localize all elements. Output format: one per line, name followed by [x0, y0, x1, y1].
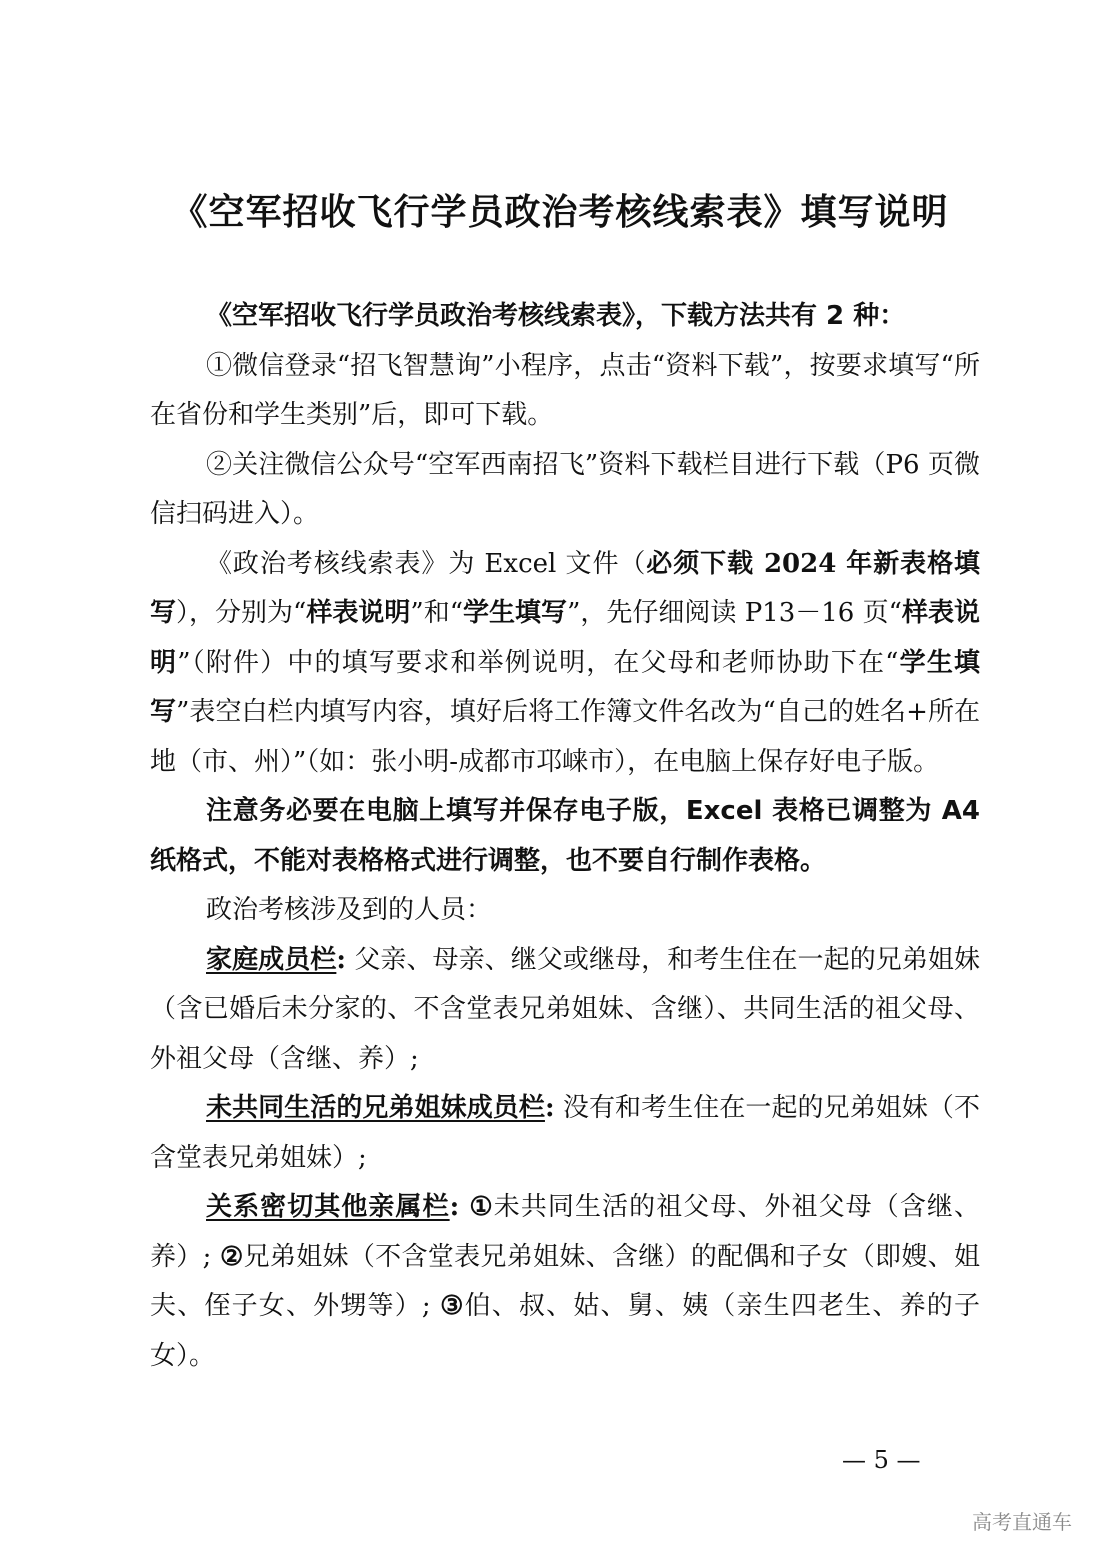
- relatives-text-3: 伯、叔、姑、舅、姨（亲生四老生、养的子女）。: [150, 1291, 980, 1371]
- document-body: [150, 292, 980, 1381]
- method-2-paragraph: ②关注微信公众号“空军西南招飞”资料下载栏目进行下载（P6 页微信扫码进入）。: [150, 449, 980, 529]
- relatives-paragraph: [150, 1183, 980, 1381]
- page-title: 《空军招收飞行学员政治考核线索表》填写说明: [171, 191, 949, 233]
- excel-bold-4: 样表说明: [150, 598, 980, 678]
- family-paragraph: [150, 936, 980, 1085]
- siblings-paragraph: [150, 1084, 980, 1183]
- intro-paragraph: 《空军招收飞行学员政治考核线索表》，下载方法共有 2 种：: [206, 301, 906, 331]
- excel-text-4: ”，先仔细阅读 P13－16 页“: [567, 598, 902, 628]
- page-number: — 5 —: [842, 1446, 921, 1474]
- people-heading: 政治考核涉及到的人员：: [206, 895, 493, 925]
- family-label: 家庭成员栏: [206, 944, 337, 975]
- family-colon: :: [336, 944, 346, 975]
- siblings-label: 未共同生活的兄弟姐妹成员栏: [206, 1093, 545, 1123]
- relatives-marker-2: ②: [219, 1241, 244, 1272]
- relatives-colon: :: [449, 1192, 460, 1222]
- relatives-text-1: 未共同生活的祖父母、外祖父母（含继、养）;: [150, 1192, 980, 1272]
- excel-text-1: 《政治考核线索表》为 Excel 文件（: [206, 548, 647, 579]
- relatives-label: 关系密切其他亲属栏: [206, 1192, 450, 1222]
- excel-text-2: ），分别为“: [176, 598, 307, 628]
- excel-paragraph: [150, 540, 980, 788]
- watermark: 高考直通车: [972, 1510, 1072, 1534]
- family-text: 父亲、母亲、继父或继母，和考生住在一起的兄弟姐妹（含已婚后未分家的、不含堂表兄弟姐妹、含继）、共同生活的祖父母、外祖父母（含继、养）;: [150, 944, 980, 1074]
- method-1-paragraph: ①微信登录“招飞智慧询”小程序，点击“资料下载”，按要求填写“所在省份和学生类别”后，即可下载。: [150, 350, 980, 430]
- relatives-marker-1: ①: [459, 1192, 494, 1222]
- notice-paragraph: 注意务必要在电脑上填写并保存电子版，Excel 表格已调整为 A4 纸格式，不能对表格格式进行调整，也不要自行制作表格。: [150, 796, 980, 876]
- excel-bold-5: 学生填写: [150, 647, 980, 727]
- excel-bold-3: 学生填写: [463, 598, 568, 628]
- relatives-marker-3: ③: [440, 1291, 465, 1321]
- excel-text-5: ”（附件）中的填写要求和举例说明，在父母和老师协助下在“: [177, 647, 899, 678]
- siblings-colon: :: [544, 1093, 555, 1123]
- excel-bold-2: 样表说明: [306, 598, 411, 628]
- relatives-text-2: 兄弟姐妹（不含堂表兄弟姐妹、含继）的配偶和子女（即嫂、姐夫、侄子女、外甥等）;: [150, 1241, 980, 1321]
- excel-text-3: ”和“: [410, 598, 464, 628]
- siblings-text: 没有和考生住在一起的兄弟姐妹（不含堂表兄弟姐妹）;: [150, 1093, 980, 1173]
- excel-bold-1: 必须下载 2024 年新表格填写: [150, 548, 981, 628]
- excel-text-6: ”表空白栏内填写内容，填好后将工作簿文件名改为“自己的姓名+所在地（市、州）”（如：张小明-成都市邛崃市），在电脑上保存好电子版。: [150, 697, 980, 777]
